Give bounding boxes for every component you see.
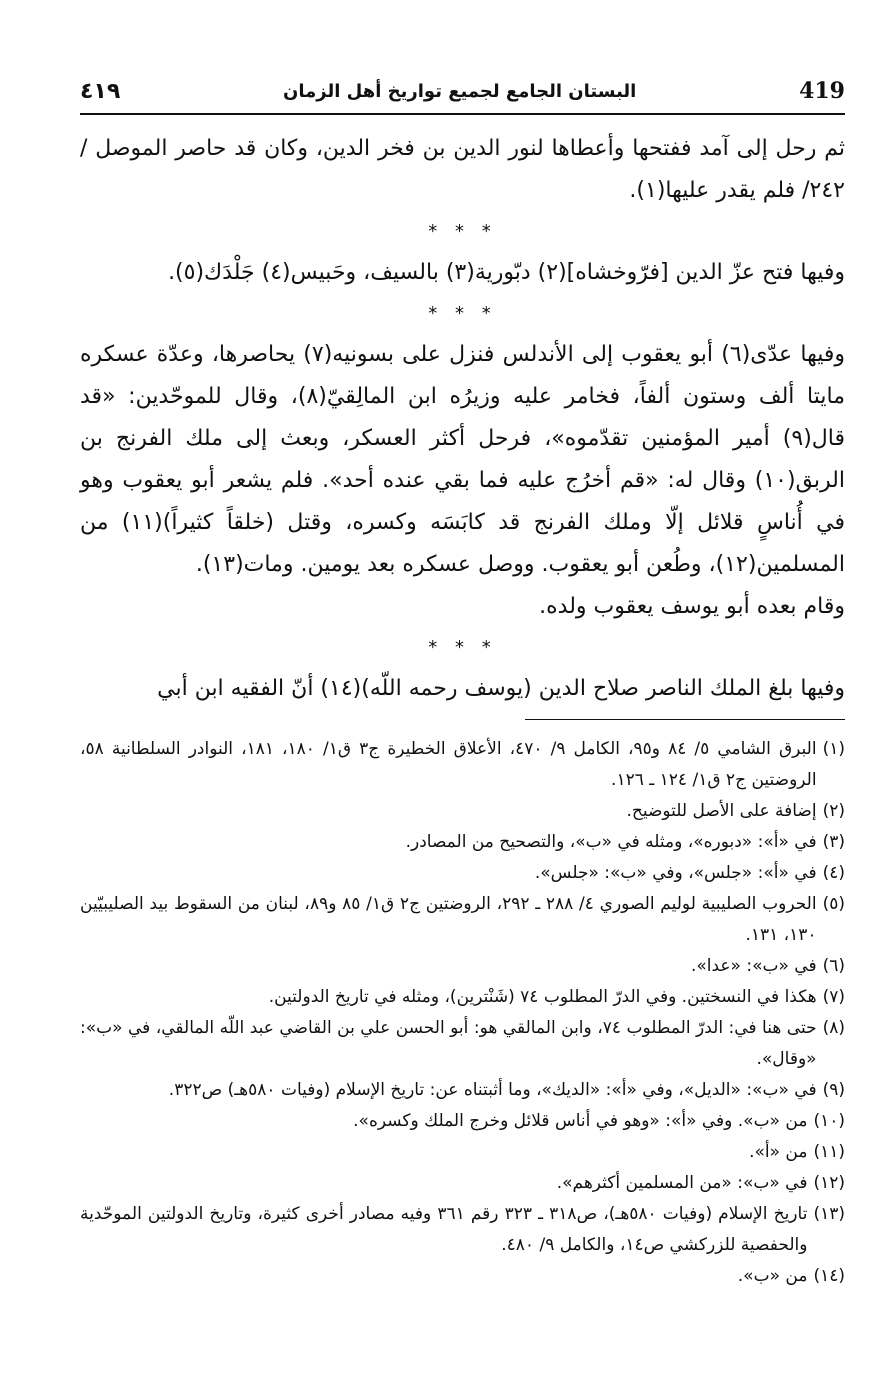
footnote-text: في «ب»: «من المسلمين أكثرهم». — [556, 1173, 808, 1193]
section-separator: * * * — [428, 637, 497, 658]
paragraph: وفيها فتح عزّ الدين [فرّوخشاه](٢) دبّورية(٣) بالسيف، وحَبيس(٤) جَلْدَك(٥). — [168, 260, 845, 285]
page-number-latin: 419 — [799, 78, 845, 104]
footnote-number: (١٠) — [813, 1111, 845, 1131]
footnote-rule — [525, 719, 845, 720]
footnotes — [80, 734, 845, 1292]
footnote — [80, 827, 845, 858]
footnote-text: تاريخ الإسلام (وفيات ٥٨٠هـ)، ص٣١٨ ـ ٣٢٣ رقم ٣٦١ وفيه مصادر أخرى كثيرة، وتاريخ الدولتين الموحّدية والحفصية للزركشي ص١٤، والكامل ٩/ ٤٨٠. — [80, 1204, 808, 1255]
page-header — [80, 72, 845, 110]
header-rule — [80, 113, 845, 115]
footnote — [80, 951, 845, 982]
section-separator: * * * — [428, 303, 497, 324]
footnote-text: هكذا في النسختين. وفي الدرّ المطلوب ٧٤ (شَنْترين)، ومثله في تاريخ الدولتين. — [268, 987, 817, 1007]
footnote-number: (١٤) — [813, 1266, 845, 1286]
paragraph: وقام بعده أبو يوسف يعقوب ولده. — [539, 594, 845, 619]
footnote-number: (٧) — [822, 987, 845, 1007]
footnote-text: حتى هنا في: الدرّ المطلوب ٧٤، وابن المالقي هو: أبو الحسن علي بن القاضي عبد اللّه المالقي، في «ب»: «وقال». — [80, 1018, 817, 1069]
footnote-text: في «ب»: «عدا». — [690, 956, 817, 976]
section-separator: * * * — [428, 221, 497, 242]
footnote — [80, 1013, 845, 1075]
running-title: البستان الجامع لجميع تواريخ أهل الزمان — [283, 80, 637, 102]
footnote — [80, 796, 845, 827]
footnote-text: إضافة على الأصل للتوضيح. — [626, 801, 817, 821]
footnote-text: البرق الشامي ٥/ ٨٤ و٩٥، الكامل ٩/ ٤٧٠، الأعلاق الخطيرة ج٣ ق١/ ١٨٠، ١٨١، النوادر السلطانية ٥٨، الروضتين ج٢ ق١/ ١٢٤ ـ ١٢٦. — [80, 739, 817, 790]
footnote-text: من «ب». وفي «أ»: «وهو في أناس قلائل وخرج الملك وكسره». — [353, 1111, 808, 1131]
footnote-text: من «أ». — [749, 1142, 808, 1162]
footnote — [80, 1261, 845, 1292]
footnote — [80, 1075, 845, 1106]
footnote — [80, 1106, 845, 1137]
footnote — [80, 858, 845, 889]
footnote — [80, 1199, 845, 1261]
footnote-number: (٨) — [822, 1018, 845, 1038]
footnote-number: (١) — [822, 739, 845, 759]
footnote-number: (١١) — [813, 1142, 845, 1162]
footnote-number: (٤) — [822, 863, 845, 883]
footnote-text: من «ب». — [737, 1266, 808, 1286]
paragraph: وفيها بلغ الملك الناصر صلاح الدين (يوسف رحمه اللّه)(١٤) أنّ الفقيه ابن أبي — [157, 676, 845, 701]
footnote — [80, 734, 845, 796]
footnote-number: (٥) — [822, 894, 845, 914]
paragraph: وفيها عدّى(٦) أبو يعقوب إلى الأندلس فنزل على بسونيه(٧) يحاصرها، وعدّة عسكره مايتا ألف وستون ألفاً، فخامر عليه وزيرُه ابن المالِقيّ(٨)، وقال للموحّدين: «قد قال(٩) أمير المؤمنين تقدّموه»، فرحل أكثر العسكر، وبعث إلى ملك الفرنج بن الربق(١٠) وقال له: «قم أخرُج عليه فما بقي عنده أحد». فلم يشعر أبو يعقوب وهو في أُناسٍ قلائل إلّا وملك الفرنج قد كابَسَه وكسره، وقتل (خلقاً كثيراً)(١١) من المسلمين(١٢)، وطُعن أبو يعقوب. ووصل عسكره بعد يومين. ومات(١٣). — [80, 342, 846, 577]
footnote-number: (١٢) — [813, 1173, 845, 1193]
footnote-text: الحروب الصليبية لوليم الصوري ٤/ ٢٨٨ ـ ٢٩٢، الروضتين ج٢ ق١/ ٨٥ و٨٩، لبنان من السقوط بيد الصليبيّين ١٣٠، ١٣١. — [80, 894, 817, 945]
footnote-number: (٢) — [822, 801, 845, 821]
footnote-number: (١٣) — [813, 1204, 845, 1224]
footnote — [80, 1168, 845, 1199]
main-text — [80, 128, 845, 710]
footnote — [80, 1137, 845, 1168]
footnote-text: في «أ»: «جلس»، وفي «ب»: «جلس». — [534, 863, 817, 883]
footnote-text: في «أ»: «دبوره»، ومثله في «ب»، والتصحيح من المصادر. — [405, 832, 817, 852]
footnote-number: (٩) — [822, 1080, 845, 1100]
paragraph: ثم رحل إلى آمد ففتحها وأعطاها لنور الدين بن فخر الدين، وكان قد حاصر الموصل / ٢٤٢/ فلم يقدر عليها(١). — [80, 136, 845, 203]
footnote-number: (٦) — [822, 956, 845, 976]
footnote — [80, 982, 845, 1013]
footnote — [80, 889, 845, 951]
footnote-number: (٣) — [822, 832, 845, 852]
footnote-text: في «ب»: «الديل»، وفي «أ»: «الديك»، وما أثبتناه عن: تاريخ الإسلام (وفيات ٥٨٠هـ) ص٣٢٢. — [168, 1080, 817, 1100]
page-number-arabic: ٤١٩ — [80, 78, 121, 104]
